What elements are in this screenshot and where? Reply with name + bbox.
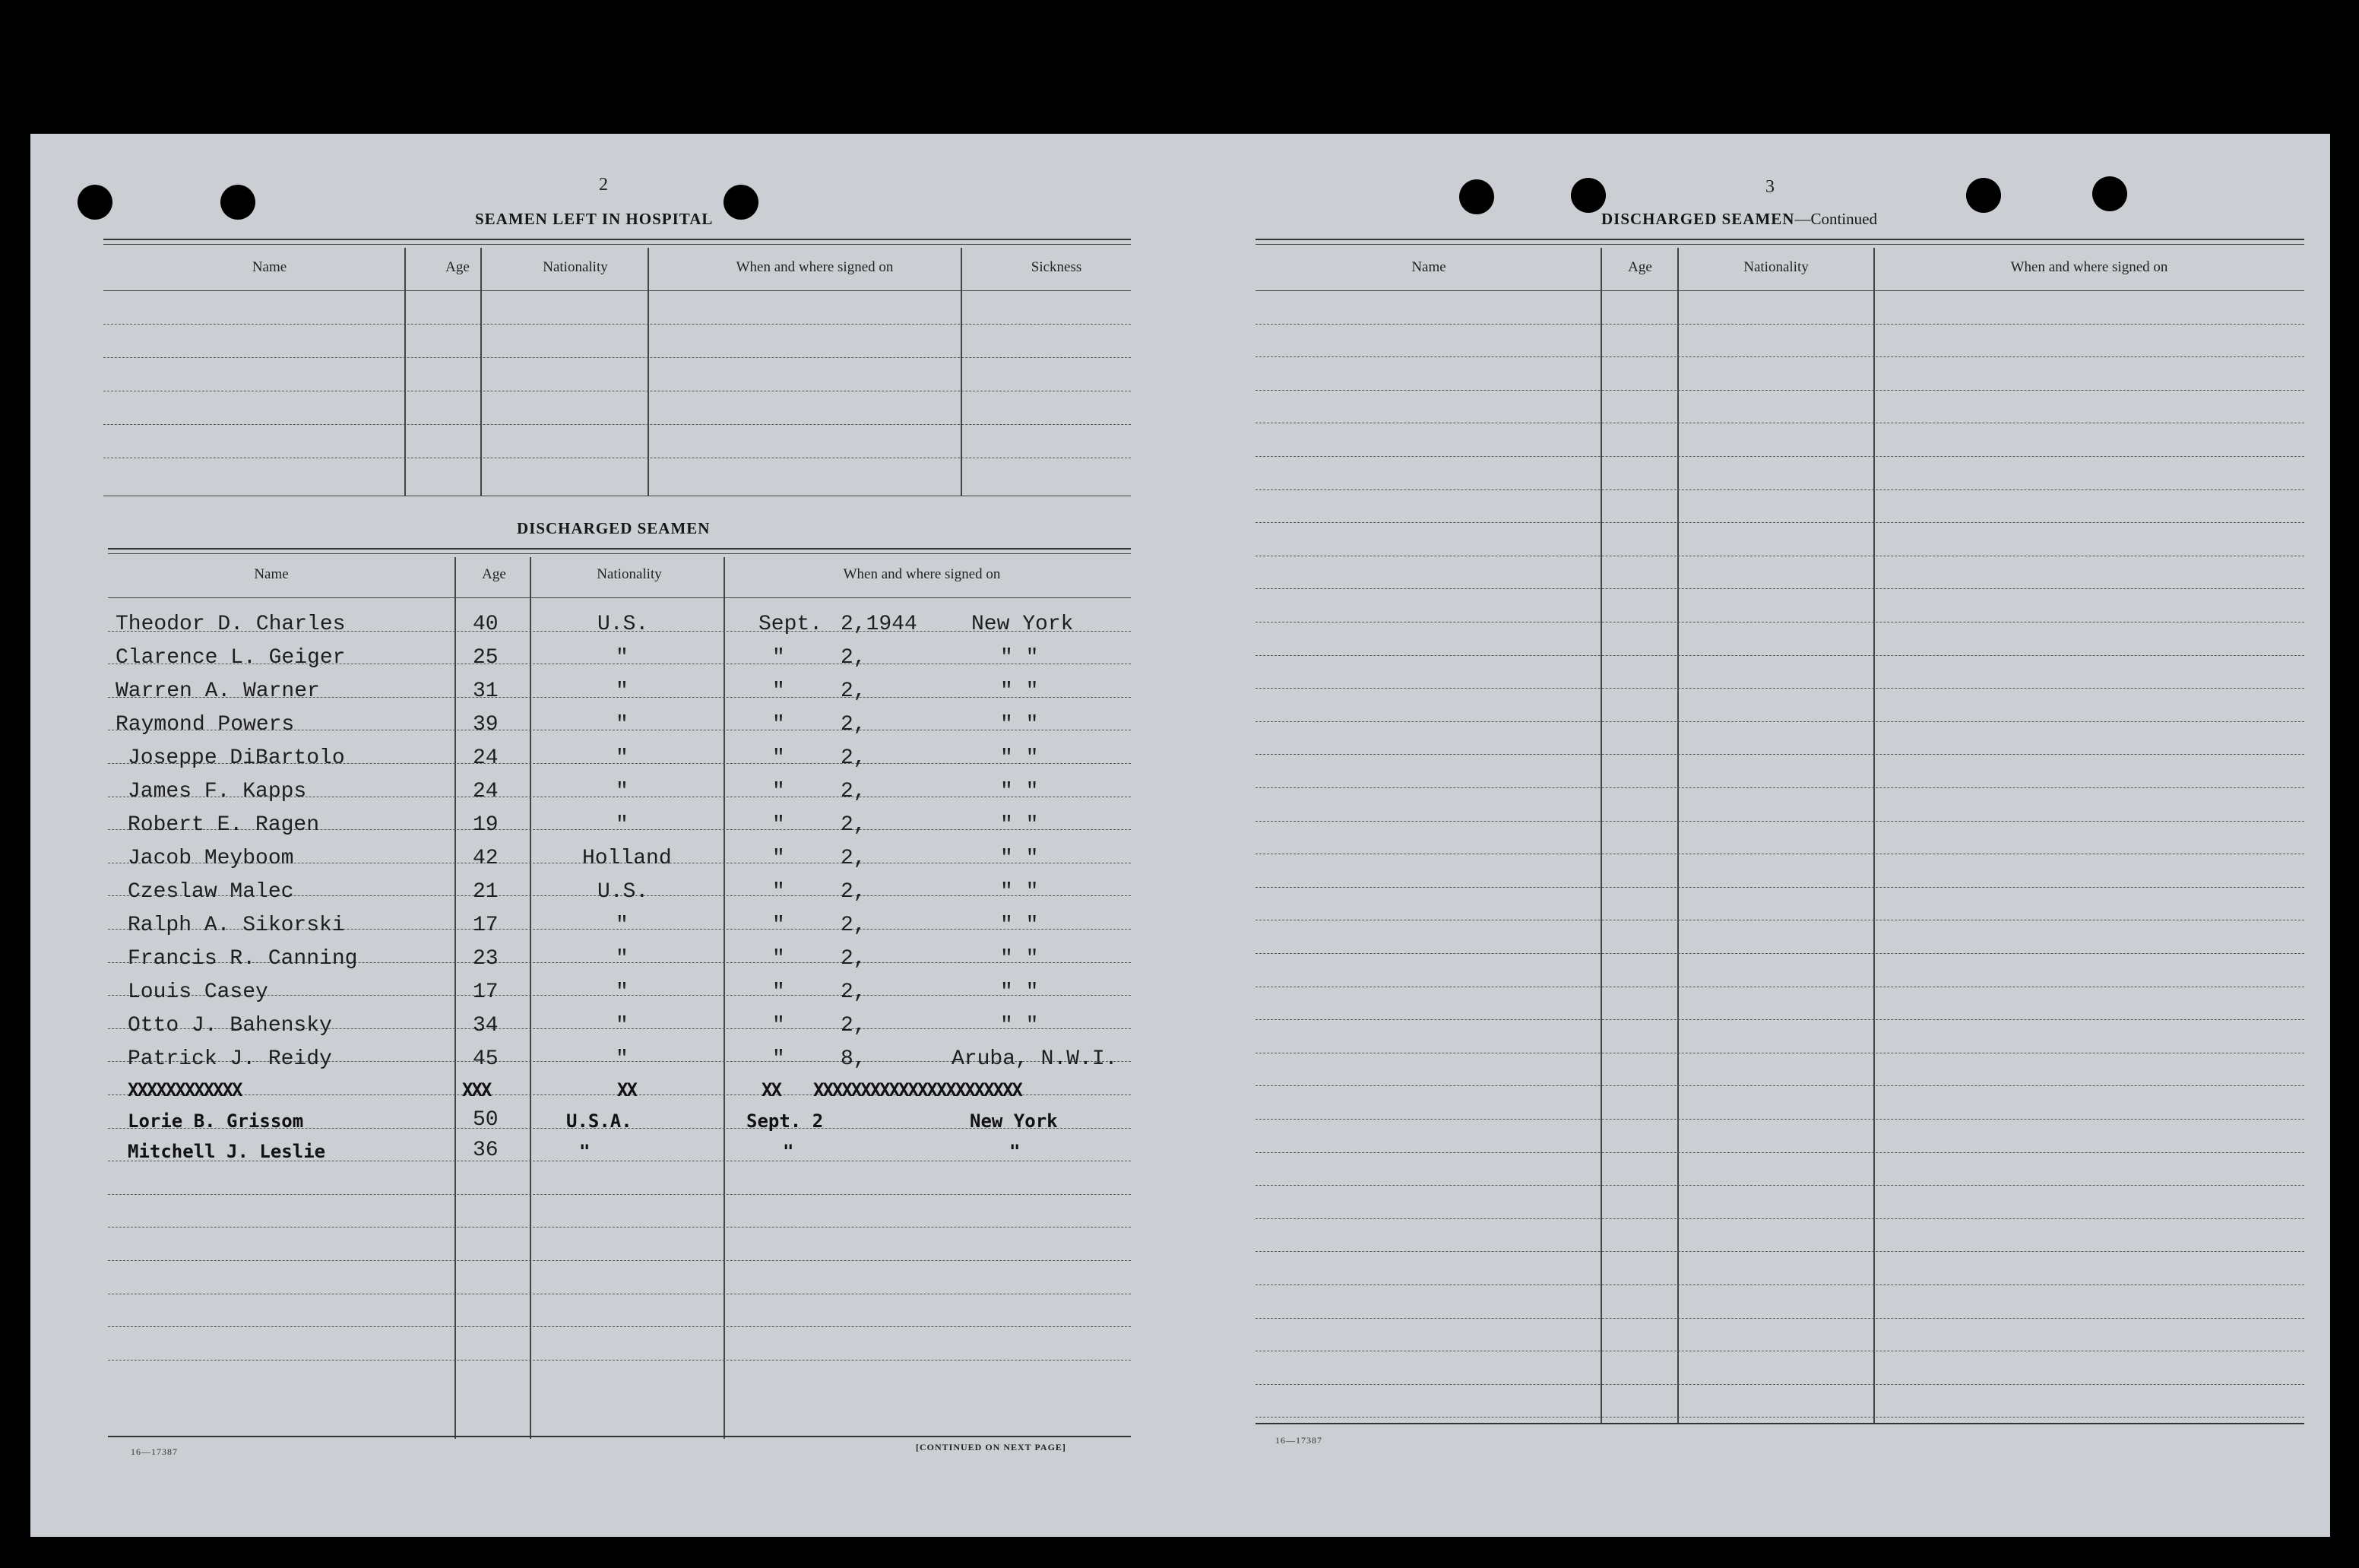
- struck-rest: XXXXXXXXXXXXXXXXXXXXXX: [813, 1079, 1021, 1101]
- signed-month: ": [772, 947, 785, 971]
- seaman-nationality: ": [616, 1047, 629, 1071]
- seaman-name: Clarence L. Geiger: [116, 646, 346, 670]
- signed-place: " ": [1000, 847, 1039, 870]
- signed-month: ": [772, 713, 785, 736]
- punch-hole: [220, 185, 255, 220]
- signed-place: " ": [1000, 646, 1039, 670]
- signed-month: ": [772, 847, 785, 870]
- seaman-nationality: ": [616, 746, 629, 770]
- signed-day: 2,: [841, 780, 866, 803]
- seaman-age: 39: [473, 713, 499, 736]
- seaman-name: Patrick J. Reidy: [128, 1047, 332, 1071]
- signed-month: ": [772, 780, 785, 803]
- struck-age: XXX: [462, 1079, 491, 1101]
- seaman-nationality: ": [579, 1141, 591, 1162]
- signed-place: " ": [1000, 980, 1039, 1004]
- signed-place: " ": [1000, 880, 1039, 904]
- col-signed-on: When and where signed on: [736, 259, 894, 275]
- punch-hole: [78, 185, 112, 220]
- punch-hole: [1966, 178, 2001, 213]
- seaman-age: 24: [473, 780, 499, 803]
- col-nationality: Nationality: [1743, 259, 1809, 275]
- col-name: Name: [254, 566, 289, 582]
- seaman-name: Robert E. Ragen: [128, 813, 320, 837]
- col-age: Age: [482, 566, 506, 582]
- seaman-nationality: U.S.A.: [566, 1110, 632, 1132]
- punch-hole: [2092, 176, 2127, 211]
- signed-day: 2,: [841, 1014, 866, 1037]
- col-age: Age: [1628, 259, 1652, 275]
- seaman-name: Louis Casey: [128, 980, 268, 1004]
- col-nationality: Nationality: [597, 566, 662, 582]
- signed-month: ": [772, 646, 785, 670]
- seaman-nationality: U.S.: [597, 880, 649, 904]
- signed-month: ": [772, 679, 785, 703]
- seaman-name: Ralph A. Sikorski: [128, 914, 345, 937]
- col-name: Name: [252, 259, 287, 275]
- seaman-age: 21: [473, 880, 499, 904]
- signed-month: Sept. 2: [746, 1110, 824, 1132]
- signed-day: 2,: [841, 947, 866, 971]
- discharged-continued-title: [1601, 210, 1877, 229]
- seaman-age: 34: [473, 1014, 499, 1037]
- signed-place: ": [1009, 1141, 1021, 1162]
- seaman-name: Lorie B. Grissom: [128, 1110, 304, 1132]
- seaman-age: 40: [473, 613, 499, 636]
- struck-nationality: XX: [617, 1079, 636, 1101]
- seaman-name: Otto J. Bahensky: [128, 1014, 332, 1037]
- col-signed-on: When and where signed on: [843, 566, 1001, 582]
- page-number: 2: [599, 175, 608, 195]
- seaman-nationality: ": [616, 813, 629, 837]
- signed-place: " ": [1000, 813, 1039, 837]
- signed-day: 2,: [841, 847, 866, 870]
- signed-place: " ": [1000, 914, 1039, 937]
- seaman-nationality: ": [616, 713, 629, 736]
- title-main: DISCHARGED SEAMEN: [1601, 210, 1795, 228]
- signed-month: ": [772, 980, 785, 1004]
- seaman-nationality: ": [616, 980, 629, 1004]
- signed-month: ": [772, 813, 785, 837]
- title-suffix: —Continued: [1794, 210, 1877, 228]
- signed-day: 2,: [841, 813, 866, 837]
- col-name: Name: [1411, 259, 1446, 275]
- signed-day: 2,: [841, 980, 866, 1004]
- signed-month: ": [772, 914, 785, 937]
- punch-hole: [724, 185, 758, 220]
- manifest-sheet: [30, 134, 2330, 1537]
- signed-place: " ": [1000, 713, 1039, 736]
- seaman-nationality: ": [616, 914, 629, 937]
- seaman-name: Raymond Powers: [116, 713, 295, 736]
- seaman-nationality: ": [616, 646, 629, 670]
- signed-place: New York: [971, 613, 1074, 636]
- page-number: 3: [1765, 177, 1775, 197]
- seaman-name: Joseppe DiBartolo: [128, 746, 345, 770]
- seaman-nationality: ": [616, 679, 629, 703]
- seaman-age: 23: [473, 947, 499, 971]
- form-code: 16—17387: [1275, 1435, 1322, 1446]
- seaman-name: Mitchell J. Leslie: [128, 1141, 326, 1162]
- signed-day: 8,: [841, 1047, 866, 1071]
- seaman-nationality: Holland: [582, 847, 672, 870]
- struck-month: XX: [762, 1079, 781, 1101]
- signed-day: 2,: [841, 646, 866, 670]
- signed-day: 2,: [841, 679, 866, 703]
- col-signed-on: When and where signed on: [2010, 259, 2168, 275]
- signed-day: 2,: [841, 746, 866, 770]
- signed-place: Aruba, N.W.I.: [952, 1047, 1118, 1071]
- seaman-age: 50: [473, 1108, 499, 1132]
- signed-day: 2,1944: [841, 613, 917, 636]
- signed-place: " ": [1000, 947, 1039, 971]
- seaman-age: 17: [473, 980, 499, 1004]
- seaman-age: 42: [473, 847, 499, 870]
- seaman-name: Francis R. Canning: [128, 947, 358, 971]
- discharged-section-title: DISCHARGED SEAMEN: [517, 519, 711, 537]
- col-sickness: Sickness: [1031, 259, 1082, 275]
- signed-place: " ": [1000, 746, 1039, 770]
- seaman-name: Theodor D. Charles: [116, 613, 346, 636]
- signed-month: ": [772, 1014, 785, 1037]
- signed-month: ": [772, 880, 785, 904]
- seaman-nationality: ": [616, 947, 629, 971]
- col-nationality: Nationality: [543, 259, 608, 275]
- struck-name: XXXXXXXXXXXX: [128, 1079, 242, 1101]
- signed-month: ": [772, 1047, 785, 1071]
- signed-place: " ": [1000, 780, 1039, 803]
- signed-month: Sept.: [758, 613, 823, 636]
- signed-day: 2,: [841, 914, 866, 937]
- signed-month: ": [783, 1141, 794, 1162]
- form-code: 16—17387: [131, 1446, 178, 1457]
- seaman-age: 17: [473, 914, 499, 937]
- seaman-age: 36: [473, 1139, 499, 1162]
- seaman-name: Warren A. Warner: [116, 679, 320, 703]
- signed-place: " ": [1000, 679, 1039, 703]
- seaman-name: Jacob Meyboom: [128, 847, 294, 870]
- signed-day: 2,: [841, 713, 866, 736]
- seaman-age: 25: [473, 646, 499, 670]
- signed-day: 2,: [841, 880, 866, 904]
- seaman-nationality: ": [616, 780, 629, 803]
- punch-hole: [1459, 179, 1494, 214]
- signed-month: ": [772, 746, 785, 770]
- seaman-age: 45: [473, 1047, 499, 1071]
- seaman-nationality: U.S.: [597, 613, 649, 636]
- punch-hole: [1571, 178, 1606, 213]
- seaman-age: 19: [473, 813, 499, 837]
- col-age: Age: [445, 259, 470, 275]
- seaman-age: 24: [473, 746, 499, 770]
- seaman-name: Czeslaw Malec: [128, 880, 294, 904]
- seaman-name: James F. Kapps: [128, 780, 307, 803]
- signed-place: New York: [970, 1110, 1058, 1132]
- seaman-age: 31: [473, 679, 499, 703]
- hospital-section-title: SEAMEN LEFT IN HOSPITAL: [475, 210, 714, 228]
- seaman-nationality: ": [616, 1014, 629, 1037]
- continued-note: [CONTINUED ON NEXT PAGE]: [916, 1442, 1066, 1452]
- signed-place: " ": [1000, 1014, 1039, 1037]
